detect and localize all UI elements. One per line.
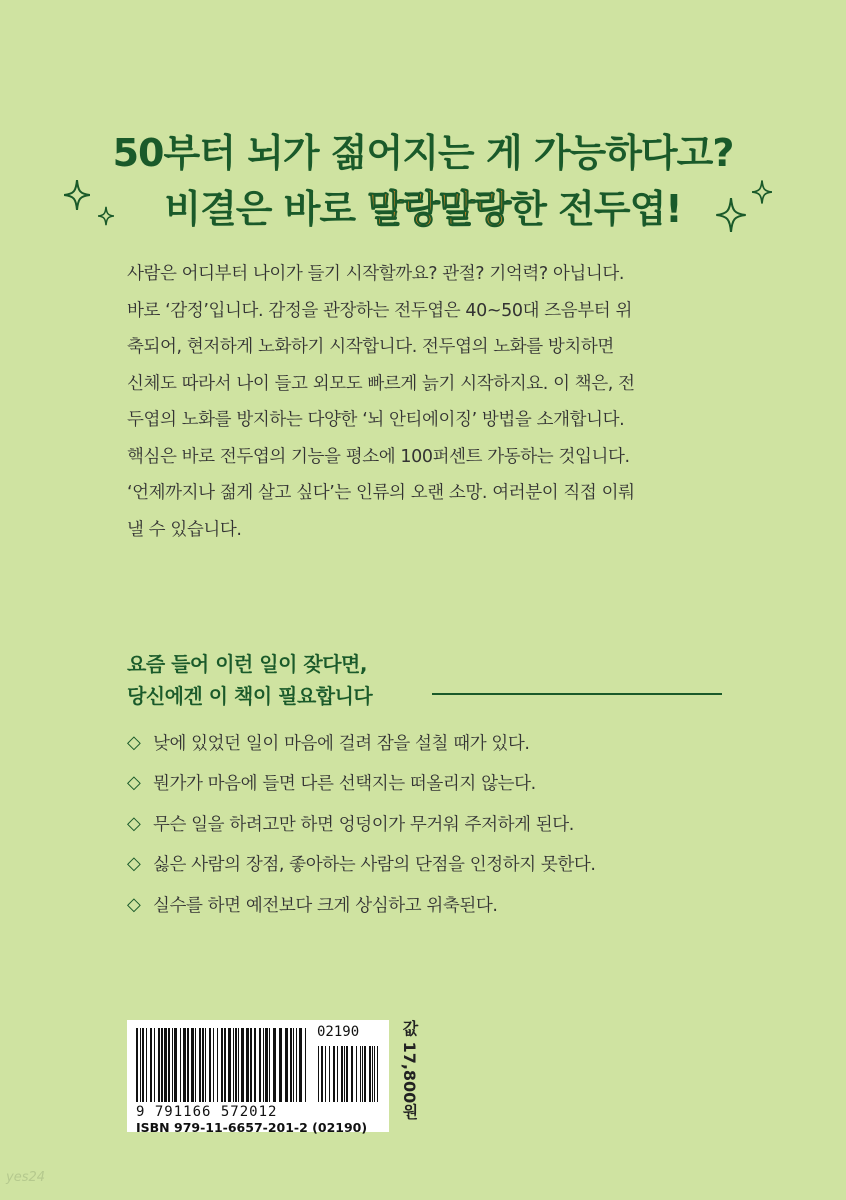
symptom-list (127, 722, 596, 925)
list-item (127, 844, 596, 885)
intro-line: 신체도 따라서 나이 들고 외모도 빠르게 늙기 시작하지요. 이 책은, 전 (127, 373, 635, 394)
list-item-text: 무슨 일을 하려고만 하면 엉덩이가 무거워 주저하게 된다. (153, 814, 574, 835)
section-divider (432, 693, 722, 695)
diamond-icon: ◇ (127, 772, 141, 794)
intro-line: 바로 ‘감정’입니다. 감정을 관장하는 전두엽은 40~50대 즈음부터 위 (127, 300, 632, 321)
section-title-line1: 요즘 들어 이런 일이 잦다면, (127, 652, 367, 676)
headline-line2-post: 한 전두엽! (510, 187, 682, 231)
barcode-number: 9 791166 572012 (136, 1104, 278, 1120)
section-title-line2: 당신에겐 이 책이 필요합니다 (127, 684, 373, 708)
intro-line: ‘언제까지나 젊게 살고 싶다’는 인류의 오랜 소망. 여러분이 직접 이뤄 (127, 483, 635, 503)
intro-line: 두엽의 노화를 방지하는 다양한 ‘뇌 안티에이징’ 방법을 소개합니다. (127, 410, 625, 430)
list-item-text: 싫은 사람의 장점, 좋아하는 사람의 단점을 인정하지 못한다. (153, 855, 596, 876)
watermark: yes24 (6, 1170, 46, 1185)
diamond-icon: ◇ (127, 812, 141, 834)
list-item-text: 실수를 하면 예전보다 크게 상심하고 위축된다. (153, 895, 498, 916)
list-item (127, 803, 596, 844)
headline-line1: 50부터 뇌가 젊어지는 게 가능하다고? (112, 131, 734, 175)
price: 값 17,800원 (400, 1020, 419, 1120)
diamond-icon: ◇ (127, 853, 141, 875)
list-item-text: 낮에 있었던 일이 마음에 걸려 잠을 설칠 때가 있다. (153, 733, 530, 754)
list-item (127, 884, 596, 925)
list-item (127, 763, 596, 804)
intro-line: 핵심은 바로 전두엽의 기능을 평소에 100퍼센트 가동하는 것입니다. (127, 446, 630, 467)
intro-paragraph (127, 256, 727, 548)
barcode (127, 1020, 389, 1135)
list-item (127, 722, 596, 763)
headline-line2 (0, 178, 846, 233)
barcode-addon-number: 02190 (317, 1024, 360, 1040)
diamond-icon: ◇ (127, 893, 141, 915)
headline-line2-pre: 비결은 바로 (164, 187, 368, 231)
intro-line: 낼 수 있습니다. (127, 519, 242, 540)
list-item-text: 뭔가가 마음에 들면 다른 선택지는 떠올리지 않는다. (153, 774, 536, 795)
isbn-text: ISBN 979-11-6657-201-2 (02190) (136, 1120, 368, 1135)
intro-line: 사람은 어디부터 나이가 들기 시작할까요? 관절? 기억력? 아닙니다. (127, 264, 625, 284)
intro-line: 축되어, 현저하게 노화하기 시작합니다. 전두엽의 노화를 방치하면 (127, 337, 614, 357)
headline-highlight: 말랑말랑 (367, 187, 511, 231)
diamond-icon: ◇ (127, 731, 141, 753)
